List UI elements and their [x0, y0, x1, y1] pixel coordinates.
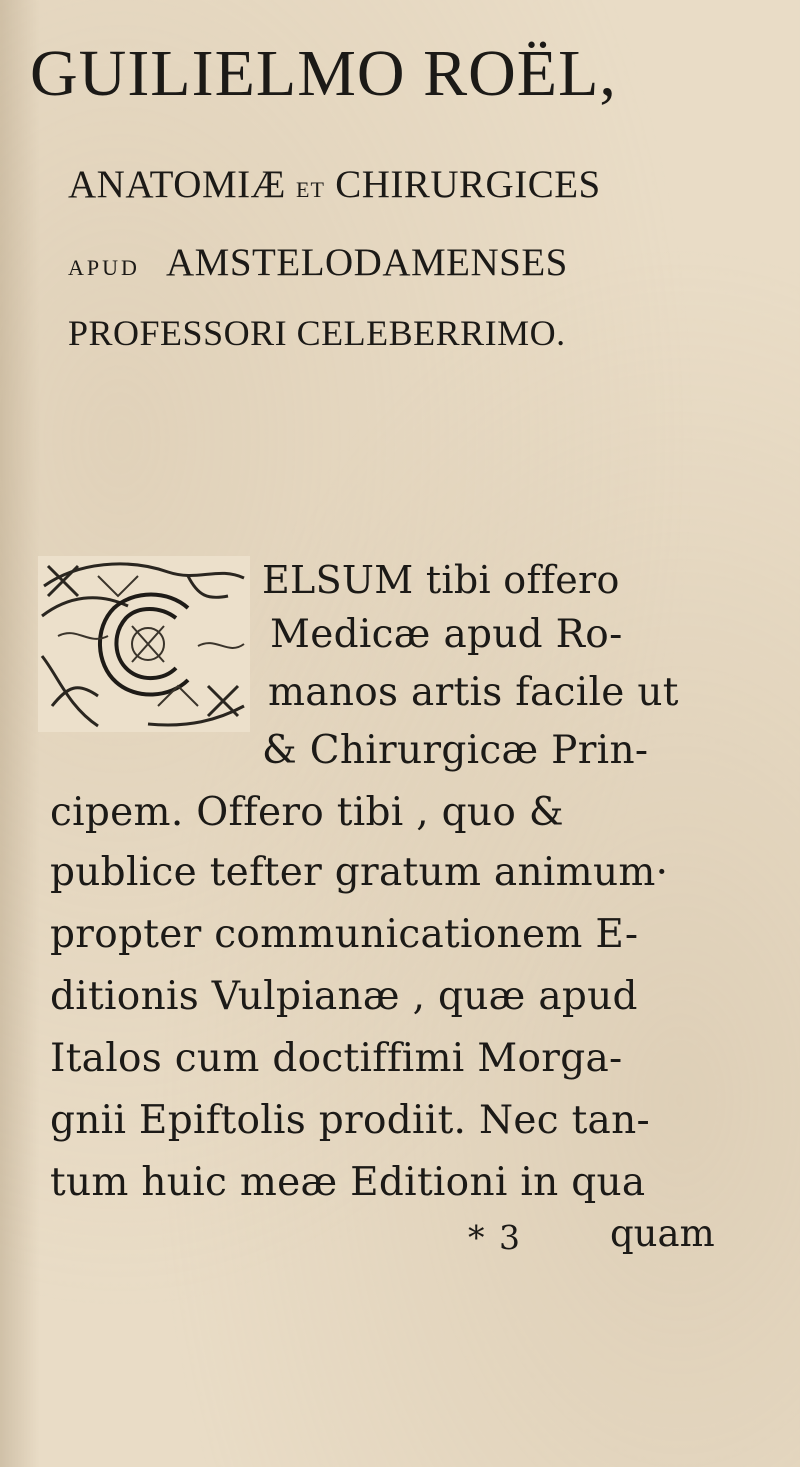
dedication-name: GUILIELMO ROËL,: [30, 37, 617, 110]
text-line-3: manos artis facile ut: [268, 670, 679, 715]
text-line-9: Italos cum doctiffimi Morga-: [50, 1036, 623, 1081]
catchword: quam: [610, 1212, 715, 1255]
ornamental-initial-c-icon: [38, 556, 250, 732]
dedication-line-anatomy: [68, 162, 800, 207]
signature-mark: * 3: [468, 1218, 522, 1257]
text-line-4: & Chirurgicæ Prin-: [262, 728, 649, 773]
line2-end: CHIRURGICES: [335, 163, 601, 206]
text-line-10: gnii Epiftolis prodiit. Nec tan-: [50, 1098, 651, 1143]
text-line-5: cipem. Offero tibi , quo &: [50, 790, 564, 835]
dedication-line-professor: PROFESSORI CELEBERRIMO.: [68, 313, 566, 353]
line2-conjunction: ET: [296, 177, 325, 202]
text-line-11: tum huic meæ Editioni in qua: [50, 1160, 646, 1205]
text-line-7: propter communicationem E-: [50, 912, 639, 957]
line3-preposition: APUD: [68, 255, 140, 280]
text-line-6: publice tefter gratum animum·: [50, 850, 669, 895]
text-line-8: ditionis Vulpianæ , quæ apud: [50, 974, 638, 1019]
line3-end: AMSTELODAMENSES: [166, 241, 568, 284]
line2-main: ANATOMIÆ: [68, 163, 286, 206]
dedication-line-amsterdam: [68, 240, 800, 285]
text-line-1: ELSUM tibi offero: [262, 558, 620, 602]
text-line-2: Medicæ apud Ro-: [270, 612, 623, 657]
